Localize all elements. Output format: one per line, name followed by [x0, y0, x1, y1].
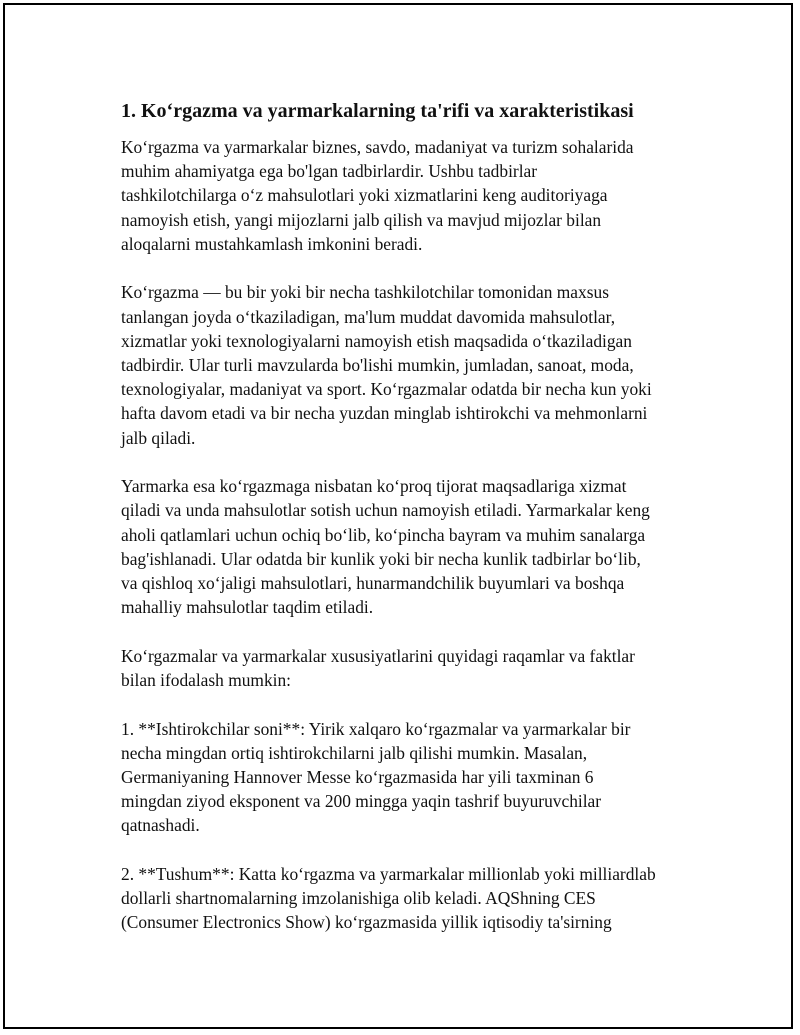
- paragraph-list: [121, 135, 701, 935]
- paragraph-line: qatnashadi.: [121, 815, 200, 836]
- paragraph-line: jalb qiladi.: [121, 427, 196, 448]
- paragraph-line: dollarli shartnomalarning imzolanishiga olib keladi. AQShning CES: [121, 888, 596, 909]
- paragraph: [121, 135, 701, 256]
- paragraph-line: bag'ishlanadi. Ular odatda bir kunlik yoki bir necha kunlik tadbirlar bo‘lib,: [121, 548, 641, 569]
- paragraph-line: Yarmarka esa ko‘rgazmaga nisbatan ko‘proq tijorat maqsadlariga xizmat: [121, 476, 627, 497]
- paragraph-line: mingdan ziyod eksponent va 200 mingga yaqin tashrif buyuruvchilar: [121, 791, 602, 812]
- paragraph-line: xizmatlar yoki texnologiyalarni namoyish etish maqsadida o‘tkaziladigan: [121, 330, 632, 351]
- page-frame: [3, 3, 793, 1029]
- paragraph-line: Ko‘rgazmalar va yarmarkalar xususiyatlarini quyidagi raqamlar va faktlar: [121, 645, 635, 666]
- paragraph-line: hafta davom etadi va bir necha yuzdan minglab ishtirokchi va mehmonlarni: [121, 403, 648, 424]
- paragraph: [121, 644, 701, 692]
- paragraph-line: Germaniyaning Hannover Messe ko‘rgazmasida har yili taxminan 6: [121, 767, 594, 788]
- paragraph-line: 1. **Ishtirokchilar soni**: Yirik xalqaro ko‘rgazmalar va yarmarkalar bir: [121, 718, 631, 739]
- paragraph-line: bilan ifodalash mumkin:: [121, 670, 292, 691]
- paragraph: [121, 474, 701, 619]
- paragraph: [121, 717, 701, 838]
- paragraph-line: Ko‘rgazma va yarmarkalar biznes, savdo, madaniyat va turizm sohalarida: [121, 137, 634, 157]
- paragraph-line: necha mingdan ortiq ishtirokchilarni jalb qilishi mumkin. Masalan,: [121, 742, 588, 763]
- paragraph-line: muhim ahamiyatga ega bo'lgan tadbirlardir. Ushbu tadbirlar: [121, 161, 538, 182]
- paragraph-line: qiladi va unda mahsulotlar sotish uchun namoyish etiladi. Yarmarkalar keng: [121, 500, 650, 521]
- paragraph-line: (Consumer Electronics Show) ko‘rgazmasida yillik iqtisodiy ta'sirning: [121, 912, 612, 933]
- paragraph-line: aholi qatlamlari uchun ochiq bo‘lib, ko‘pincha bayram va muhim sanalarga: [121, 524, 646, 545]
- document-body: [121, 97, 701, 959]
- paragraph-line: aloqalarni mustahkamlash imkonini beradi.: [121, 233, 423, 254]
- section-title: 1. Ko‘rgazma va yarmarkalarning ta'rifi va xarakteristikasi: [121, 100, 634, 122]
- paragraph-line: tanlangan joyda o‘tkaziladigan, ma'lum muddat davomida mahsulotlar,: [121, 306, 616, 327]
- paragraph-line: va qishloq xo‘jaligi mahsulotlari, hunarmandchilik buyumlari va boshqa: [121, 573, 625, 594]
- paragraph-line: mahalliy mahsulotlar taqdim etiladi.: [121, 597, 374, 618]
- paragraph-line: 2. **Tushum**: Katta ko‘rgazma va yarmarkalar millionlab yoki milliardlab: [121, 864, 656, 885]
- paragraph: [121, 280, 701, 449]
- paragraph-line: tadbirdir. Ular turli mavzularda bo'lishi mumkin, jumladan, sanoat, moda,: [121, 355, 634, 376]
- paragraph-line: Ko‘rgazma — bu bir yoki bir necha tashkilotchilar tomonidan maxsus: [121, 282, 609, 303]
- paragraph-line: namoyish etish, yangi mijozlarni jalb qilish va mavjud mijozlar bilan: [121, 209, 602, 230]
- paragraph: [121, 862, 701, 935]
- paragraph-line: tashkilotchilarga o‘z mahsulotlari yoki xizmatlarini keng auditoriyaga: [121, 185, 608, 206]
- paragraph-line: texnologiyalar, madaniyat va sport. Ko‘rgazmalar odatda bir necha kun yoki: [121, 379, 652, 400]
